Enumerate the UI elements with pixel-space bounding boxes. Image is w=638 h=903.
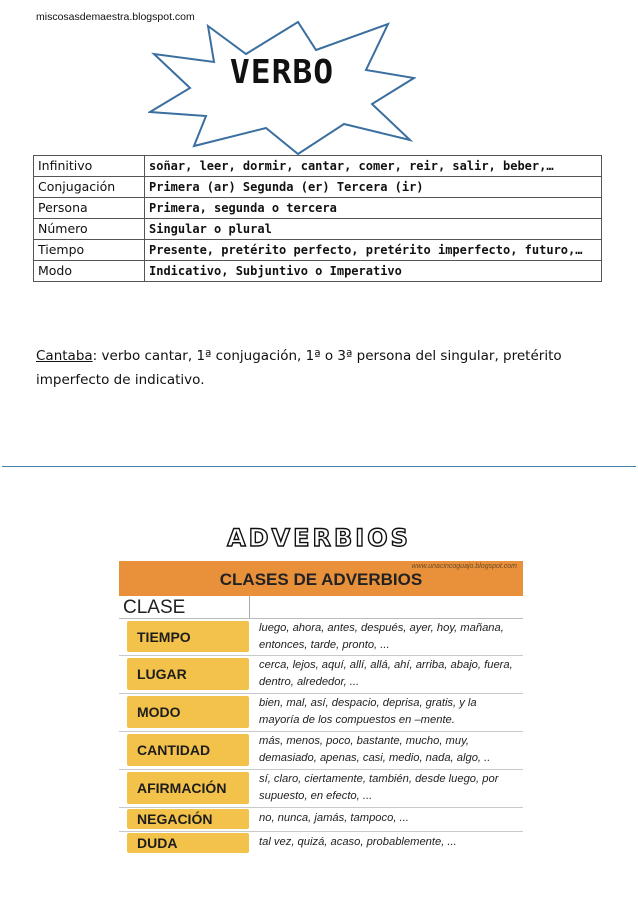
row-value: Primera (ar) Segunda (er) Tercera (ir) [145,177,602,198]
list-item [119,618,523,656]
adverbios-title: ADVERBIOS [227,524,411,552]
category-label: NEGACIÓN [127,809,249,829]
list-item [119,831,523,855]
row-value: Primera, segunda o tercera [145,198,602,219]
category-label: CANTIDAD [127,734,249,766]
list-item [119,655,523,694]
row-value: Indicativo, Subjuntivo o Imperativo [145,261,602,282]
row-key: Modo [34,261,145,282]
example-word: Cantaba [36,348,93,364]
list-item [119,807,523,832]
clase-header-row [119,596,523,619]
list-item [119,769,523,808]
section-divider [2,466,636,467]
row-key: Tiempo [34,240,145,261]
verbo-table [33,155,602,282]
list-item [119,731,523,770]
table-row [34,198,602,219]
row-key: Infinitivo [34,156,145,177]
row-key: Número [34,219,145,240]
table-row [34,261,602,282]
site-label: miscosasdemaestra.blogspot.com [36,11,195,23]
category-label: AFIRMACIÓN [127,772,249,804]
category-label: MODO [127,696,249,728]
row-value: Singular o plural [145,219,602,240]
column-separator [249,596,250,618]
category-examples: sí, claro, ciertamente, también, desde luego, por supuesto, en efecto, ... [259,773,499,802]
table-row [34,156,602,177]
category-examples: tal vez, quizá, acaso, probablemente, ... [259,836,457,848]
verbo-title: VERBO [229,52,335,91]
chart-title: CLASES DE ADVERBIOS [219,570,423,589]
category-examples: bien, mal, así, despacio, deprisa, gratis, y la mayoría de los compuestos en –mente. [259,697,477,726]
category-examples: no, nunca, jamás, tampoco, ... [259,812,409,824]
category-label: DUDA [127,833,249,853]
row-value: Presente, pretérito perfecto, pretérito imperfecto, futuro,… [145,240,602,261]
chart-site-label: www.unacincoguajo.blogspot.com [411,563,517,570]
adverbios-chart [119,561,523,855]
row-key: Persona [34,198,145,219]
category-examples: luego, ahora, antes, después, ayer, hoy, mañana, entonces, tarde, pronto, ... [259,622,504,651]
table-row [34,240,602,261]
table-row [34,177,602,198]
clase-header: CLASE [123,597,186,618]
category-examples: más, menos, poco, bastante, mucho, muy, demasiado, apenas, casi, medio, nada, algo, .. [259,735,491,764]
example-colon: : [92,348,98,364]
list-item [119,693,523,732]
table-row [34,219,602,240]
example-sentence [36,344,606,392]
category-label: LUGAR [127,658,249,690]
category-label: TIEMPO [127,621,249,652]
row-key: Conjugación [34,177,145,198]
row-value: soñar, leer, dormir, cantar, comer, reir, salir, beber,… [145,156,602,177]
category-examples: cerca, lejos, aquí, allí, allá, ahí, arriba, abajo, fuera, dentro, alrededor, ... [259,659,513,688]
example-text: verbo cantar, 1ª conjugación, 1ª o 3ª persona del singular, pretérito imperfecto de indicativo. [36,348,562,388]
